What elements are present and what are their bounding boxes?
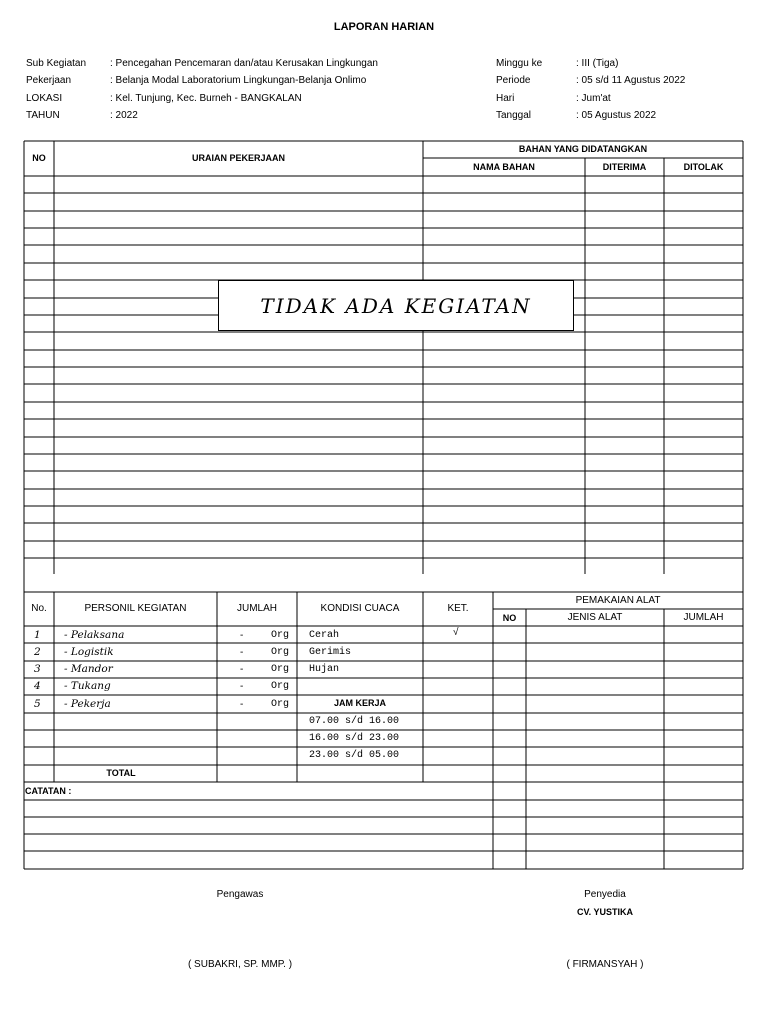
col-header-nama-bahan: NAMA BAHAN	[473, 162, 535, 172]
col-header-alat-jumlah: JUMLAH	[683, 612, 724, 623]
jam-kerja-shift-2: 16.00 s/d 23.00	[309, 733, 400, 744]
personil-row-unit: Org	[271, 630, 290, 641]
header-value-hari: : Jum'at	[576, 93, 611, 104]
catatan-label: CATATAN :	[25, 786, 72, 796]
weather-cerah: Cerah	[309, 630, 340, 641]
personil-row-unit: Org	[271, 647, 290, 658]
header-label-minggu: Minggu ke	[496, 58, 543, 69]
personil-row-dash: -	[240, 664, 244, 675]
header-label-hari: Hari	[496, 93, 515, 104]
personil-row-name: - Pelaksana	[64, 629, 125, 641]
header-value-tahun: : 2022	[110, 110, 138, 121]
signature-left-role: Pengawas	[216, 889, 264, 900]
header-label-tahun: TAHUN	[26, 110, 60, 121]
header-value-sub-kegiatan: : Pencegahan Pencemaran dan/atau Kerusakan Lingkungan	[110, 58, 378, 69]
jam-kerja-shift-1: 07.00 s/d 16.00	[309, 716, 400, 727]
header-value-periode: : 05 s/d 11 Agustus 2022	[576, 75, 686, 86]
personil-row-dash: -	[240, 630, 244, 641]
weather-gerimis: Gerimis	[309, 647, 352, 658]
col-header-ditolak: DITOLAK	[683, 162, 724, 172]
header-value-minggu: : III (Tiga)	[576, 58, 619, 69]
personil-row-no: 4	[34, 680, 41, 692]
no-activity-text: TIDAK ADA KEGIATAN	[260, 293, 532, 318]
ket-check: √	[453, 627, 459, 638]
col-header-alat-no: NO	[502, 613, 517, 623]
personil-row-name: - Pekerja	[64, 698, 111, 710]
weather-hujan: Hujan	[309, 664, 340, 675]
personil-row-unit: Org	[271, 664, 290, 675]
total-label: TOTAL	[106, 768, 136, 778]
col-header-pemakaian-alat: PEMAKAIAN ALAT	[575, 595, 661, 606]
no-activity-stamp	[218, 280, 574, 331]
signature-right-role: Penyedia	[584, 889, 626, 900]
personil-row-dash: -	[240, 699, 244, 710]
col-header-no: NO	[32, 153, 46, 163]
header-label-pekerjaan: Pekerjaan	[26, 75, 72, 86]
header-label-lokasi: LOKASI	[26, 93, 63, 104]
col-header-jenis-alat: JENIS ALAT	[567, 612, 623, 623]
page-title: LAPORAN HARIAN	[333, 21, 435, 33]
personil-row-unit: Org	[271, 681, 290, 692]
personil-row-dash: -	[240, 647, 244, 658]
header-value-lokasi: : Kel. Tunjung, Kec. Burneh - BANGKALAN	[110, 93, 302, 104]
jam-kerja-label: JAM KERJA	[333, 698, 386, 708]
signature-right-name: ( FIRMANSYAH )	[566, 959, 644, 970]
personil-row-no: 2	[34, 646, 41, 658]
col-header-personil: PERSONIL KEGIATAN	[84, 603, 187, 614]
header-label-periode: Periode	[496, 75, 531, 86]
col-header-bahan: BAHAN YANG DIDATANGKAN	[518, 144, 648, 154]
personil-row-unit: Org	[271, 699, 290, 710]
col-header-diterima: DITERIMA	[602, 162, 647, 172]
col-header-ket: KET.	[447, 603, 469, 614]
personil-row-no: 1	[34, 629, 41, 641]
col-header-personil-no: No.	[31, 603, 47, 614]
col-header-uraian: URAIAN PEKERJAAN	[191, 153, 285, 163]
personil-row-name: - Tukang	[64, 680, 111, 692]
jam-kerja-shift-3: 23.00 s/d 05.00	[309, 750, 400, 761]
personil-row-no: 5	[34, 698, 41, 710]
col-header-jumlah: JUMLAH	[236, 603, 277, 614]
header-value-tanggal: : 05 Agustus 2022	[576, 110, 657, 121]
header-label-sub-kegiatan: Sub Kegiatan	[26, 58, 87, 69]
signature-right-company: CV. YUSTIKA	[576, 907, 634, 917]
personil-row-dash: -	[240, 681, 244, 692]
signature-left-name: ( SUBAKRI, SP. MMP. )	[187, 959, 293, 970]
personil-row-name: - Logistik	[64, 646, 114, 658]
header-value-pekerjaan: : Belanja Modal Laboratorium Lingkungan-Belanja Onlimo	[110, 75, 367, 86]
col-header-kondisi-cuaca: KONDISI CUACA	[320, 603, 400, 614]
personil-row-name: - Mandor	[64, 663, 113, 675]
personil-row-no: 3	[34, 663, 41, 675]
header-label-tanggal: Tanggal	[496, 110, 532, 121]
